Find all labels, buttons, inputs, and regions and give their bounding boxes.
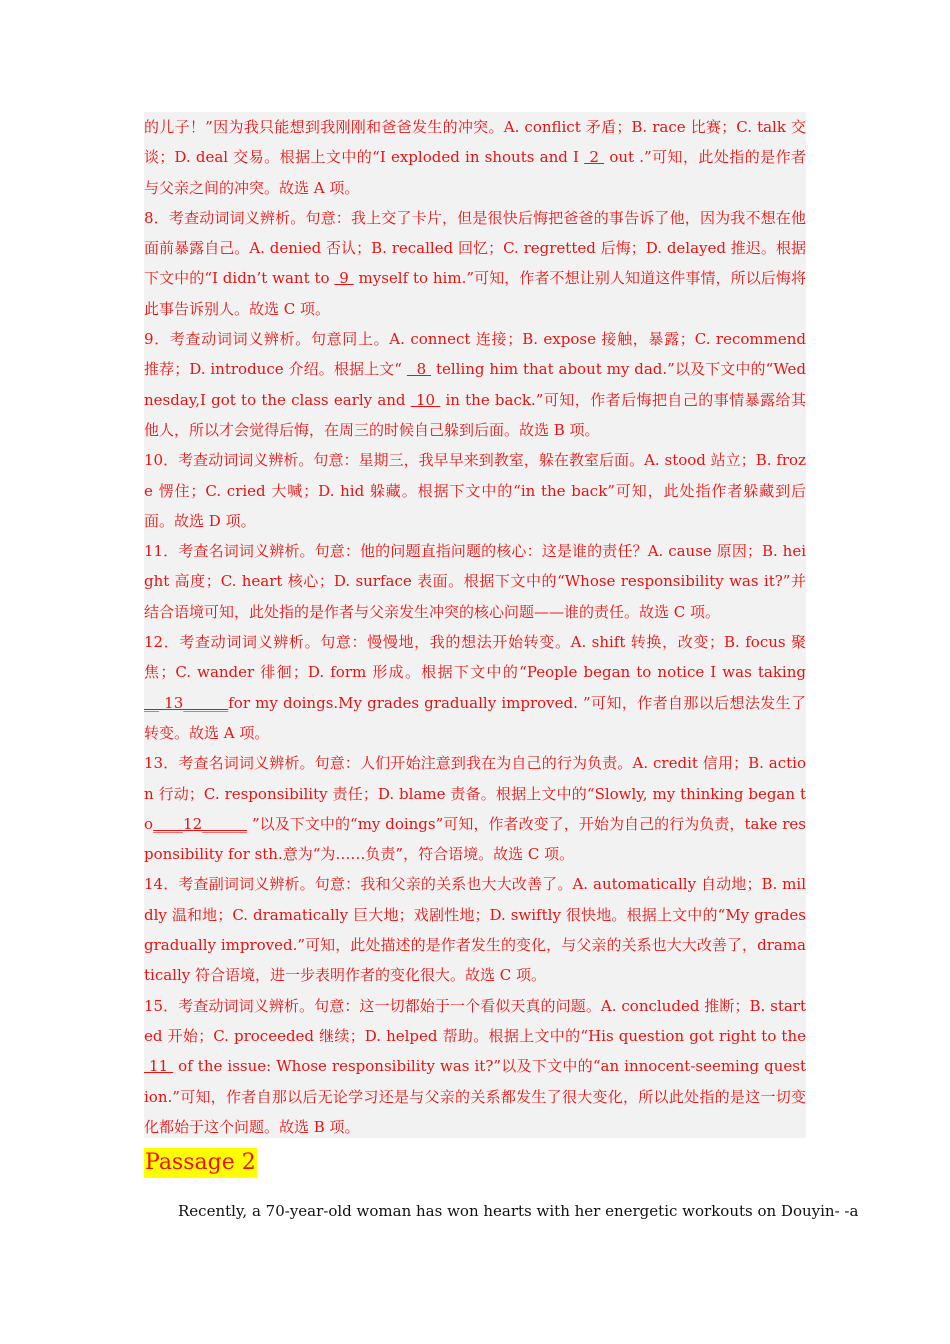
text-run: in the back.”可知，作者后悔把自己的事情暴露给其他人，所以才会觉得后悔，在周三的时候自己躲到后面。故选 B 项。 — [144, 390, 806, 439]
text-run: 的儿子！”因为我只能想到我刚刚和爸爸发生的冲突。A. conflict 矛盾；B. race 比赛；C. talk 交谈；D. deal 交易。根据上文中的“I exploded in shouts and I — [144, 118, 806, 167]
blank-ref: 9 — [334, 269, 354, 288]
text-run: 9．考查动词词义辨析。句意同上。A. connect 连接；B. expose 接触，暴露；C. recommend 推荐；D. introduce 介绍。根据上文“ — [144, 330, 806, 379]
text-run: 11．考查名词词义辨析。句意：他的问题直指问题的核心：这是谁的责任？A. cause 原因；B. height 高度；C. heart 核心；D. surface 表面。根据下文中的“Whose responsibility was it?”并结合语境可知，此处指的是作者与父亲发生冲突的核心问题——谁的责任。故选 C 项。 — [144, 542, 806, 621]
text-run: ”以及下文中的“my doings”可知，作者改变了，开始为自己的行为负责，take responsibility for sth.意为“为……负责”，符合语境。故选 C 项。 — [144, 814, 806, 864]
text-run: myself to him.”可知，作者不想让别人知道这件事情，所以后悔将此事告诉别人。故选 C 项。 — [144, 269, 806, 318]
explanation-item-12 — [144, 627, 806, 748]
explanation-item-10 — [144, 445, 806, 536]
explanation-section — [144, 112, 806, 1142]
blank-ref: 11 — [144, 1057, 174, 1076]
explanation-item-15 — [144, 991, 806, 1142]
text-run: 14．考查副词词义辨析。句意：我和父亲的关系也大大改善了。A. automatically 自动地；B. mildly 温和地；C. dramatically 巨大地；戏剧性地；D. swiftly 很快地。根据上文中的“My grades gradually improved.”可知，此处描述的是作者发生的变化，与父亲的关系也大大改善了，dramatically 符合语境，进一步表明作者的变化很大。故选 C 项。 — [144, 875, 806, 985]
text-run: of the issue: Whose responsibility was it?”以及下文中的“an innocent-seeming question.”可知，作者自那以后无论学习还是与父亲的关系都发生了很大变化，所以此处指的是这一切变化都始于这个问题。故选 B 项。 — [144, 1057, 806, 1136]
explanation-item-9 — [144, 324, 806, 445]
explanation-paragraph-7 — [144, 112, 806, 203]
explanation-item-8 — [144, 203, 806, 324]
blank-ref: __ 13______ — [144, 693, 229, 712]
blank-ref: ____12______ — [153, 814, 248, 833]
text-run: telling him that about my dad.”以及下文中的“Wednesday,I got to the class early and — [144, 360, 806, 409]
text-run: 12．考查动词词义辨析。句意：慢慢地，我的想法开始转变。A. shift 转换，改变；B. focus 聚焦；C. wander 徘徊；D. form 形成。根据下文中的“People began to notice I was taking — [144, 633, 806, 682]
blank-ref: 2 — [584, 148, 605, 167]
passage-first-line: Recently, a 70-year-old woman has won hearts with her energetic workouts on Douyin- -a — [178, 1202, 859, 1220]
explanation-item-14 — [144, 869, 806, 990]
passage-heading: Passage 2 — [144, 1148, 257, 1178]
text-run: for my doings.My grades gradually improved. ”可知，作者自那以后想法发生了转变。故选 A 项。 — [144, 693, 807, 742]
blank-ref: 8 — [406, 360, 432, 379]
explanation-item-11 — [144, 536, 806, 627]
blank-ref: 10 — [410, 390, 441, 409]
text-run: out .”可知，此处指的是作者与父亲之间的冲突。故选 A 项。 — [144, 148, 806, 197]
text-run: 13．考查名词词义辨析。句意：人们开始注意到我在为自己的行为负责。A. credit 信用；B. action 行动；C. responsibility 责任；D. blame 责备。根据上文中的“Slowly, my thinking began to — [144, 754, 806, 833]
text-run: 8．考查动词词义辨析。句意：我上交了卡片，但是很快后悔把爸爸的事告诉了他，因为我不想在他面前暴露自己。A. denied 否认；B. recalled 回忆；C. regretted 后悔；D. delayed 推迟。根据下文中的“I didn’t want to — [144, 208, 806, 288]
explanation-item-13 — [144, 748, 806, 869]
text-run: 15．考查动词词义辨析。句意：这一切都始于一个看似天真的问题。A. concluded 推断；B. started 开始；C. proceeded 继续；D. helped 帮助。根据上文中的“His question got right to the — [144, 996, 806, 1045]
text-run: 10．考查动词词义辨析。句意：星期三，我早早来到教室，躲在教室后面。A. stood 站立；B. froze 愣住；C. cried 大喊；D. hid 躲藏。根据下文中的“in the back”可知，此处指作者躲藏到后面。故选 D 项。 — [144, 451, 806, 530]
